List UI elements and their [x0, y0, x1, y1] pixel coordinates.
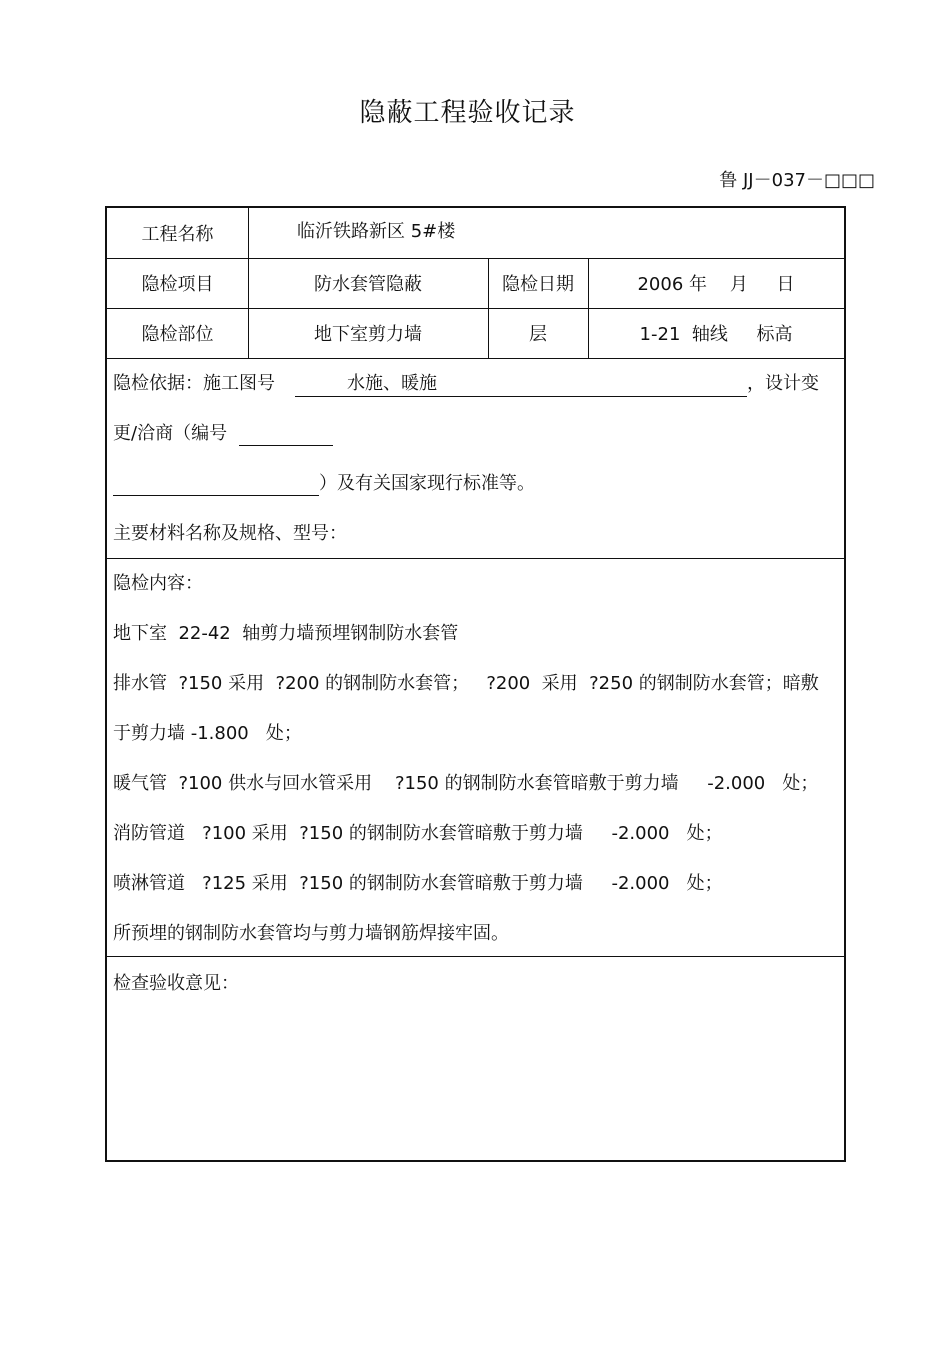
- basis-line-3: [113, 472, 535, 496]
- content-line: 暖气管 ?100 供水与回水管采用 ?150 的钢制防水套管暗敷于剪力墙 -2.000 处；: [113, 773, 819, 794]
- content-line: 排水管 ?150 采用 ?200 的钢制防水套管； ?200 采用 ?250 的钢制防水套管；暗敷: [113, 673, 819, 694]
- axis-elevation-value: 1-21 轴线 标高: [639, 324, 793, 345]
- inspection-item-value: 防水套管隐蔽: [314, 274, 422, 295]
- inspection-item-label: 隐检项目: [141, 274, 214, 295]
- inspection-location-value: 地下室剪力墙: [314, 324, 422, 345]
- content-heading: 隐检内容：: [113, 573, 203, 594]
- inspection-date-value: 2006 年 月 日: [637, 274, 795, 295]
- inspection-location-label: 隐检部位: [141, 324, 214, 345]
- drawing-number: 水施、暖施: [347, 373, 437, 394]
- page-title: 隐蔽工程验收记录: [359, 98, 576, 128]
- opinion-heading: 检查验收意见：: [113, 973, 239, 994]
- project-name-label: 工程名称: [141, 224, 214, 245]
- project-name-value: 临沂铁路新区 5#楼: [297, 221, 456, 242]
- basis-line-1: [113, 372, 819, 397]
- content-line: 于剪力墙 -1.800 处；: [113, 723, 302, 744]
- content-line: 地下室 22-42 轴剪力墙预埋钢制防水套管: [113, 623, 459, 644]
- form-code: 鲁 JJ－037－□□□: [719, 170, 875, 191]
- change-order-field-continued: [113, 473, 319, 496]
- row-divider: [107, 358, 844, 359]
- basis-prefix: 隐检依据：施工图号: [113, 373, 275, 394]
- drawing-number-field: [295, 372, 747, 397]
- inspection-date-label: 隐检日期: [502, 274, 574, 295]
- row-divider: [107, 956, 844, 957]
- record-table: [105, 206, 846, 1162]
- content-line: 所预埋的钢制防水套管均与剪力墙钢筋焊接牢固。: [113, 923, 509, 944]
- floor-label: 层: [529, 324, 547, 345]
- basis-suffix: ，设计变: [747, 373, 819, 394]
- change-order-field: [239, 423, 333, 446]
- content-line: 消防管道 ?100 采用 ?150 的钢制防水套管暗敷于剪力墙 -2.000 处；: [113, 823, 723, 844]
- basis-line-2: [113, 422, 333, 446]
- standards-text: ）及有关国家现行标准等。: [319, 473, 535, 494]
- row-divider: [107, 558, 844, 559]
- change-order-label: 更/洽商（编号: [113, 423, 228, 444]
- content-line: 喷淋管道 ?125 采用 ?150 的钢制防水套管暗敷于剪力墙 -2.000 处；: [113, 873, 723, 894]
- materials-label: 主要材料名称及规格、型号：: [113, 523, 347, 544]
